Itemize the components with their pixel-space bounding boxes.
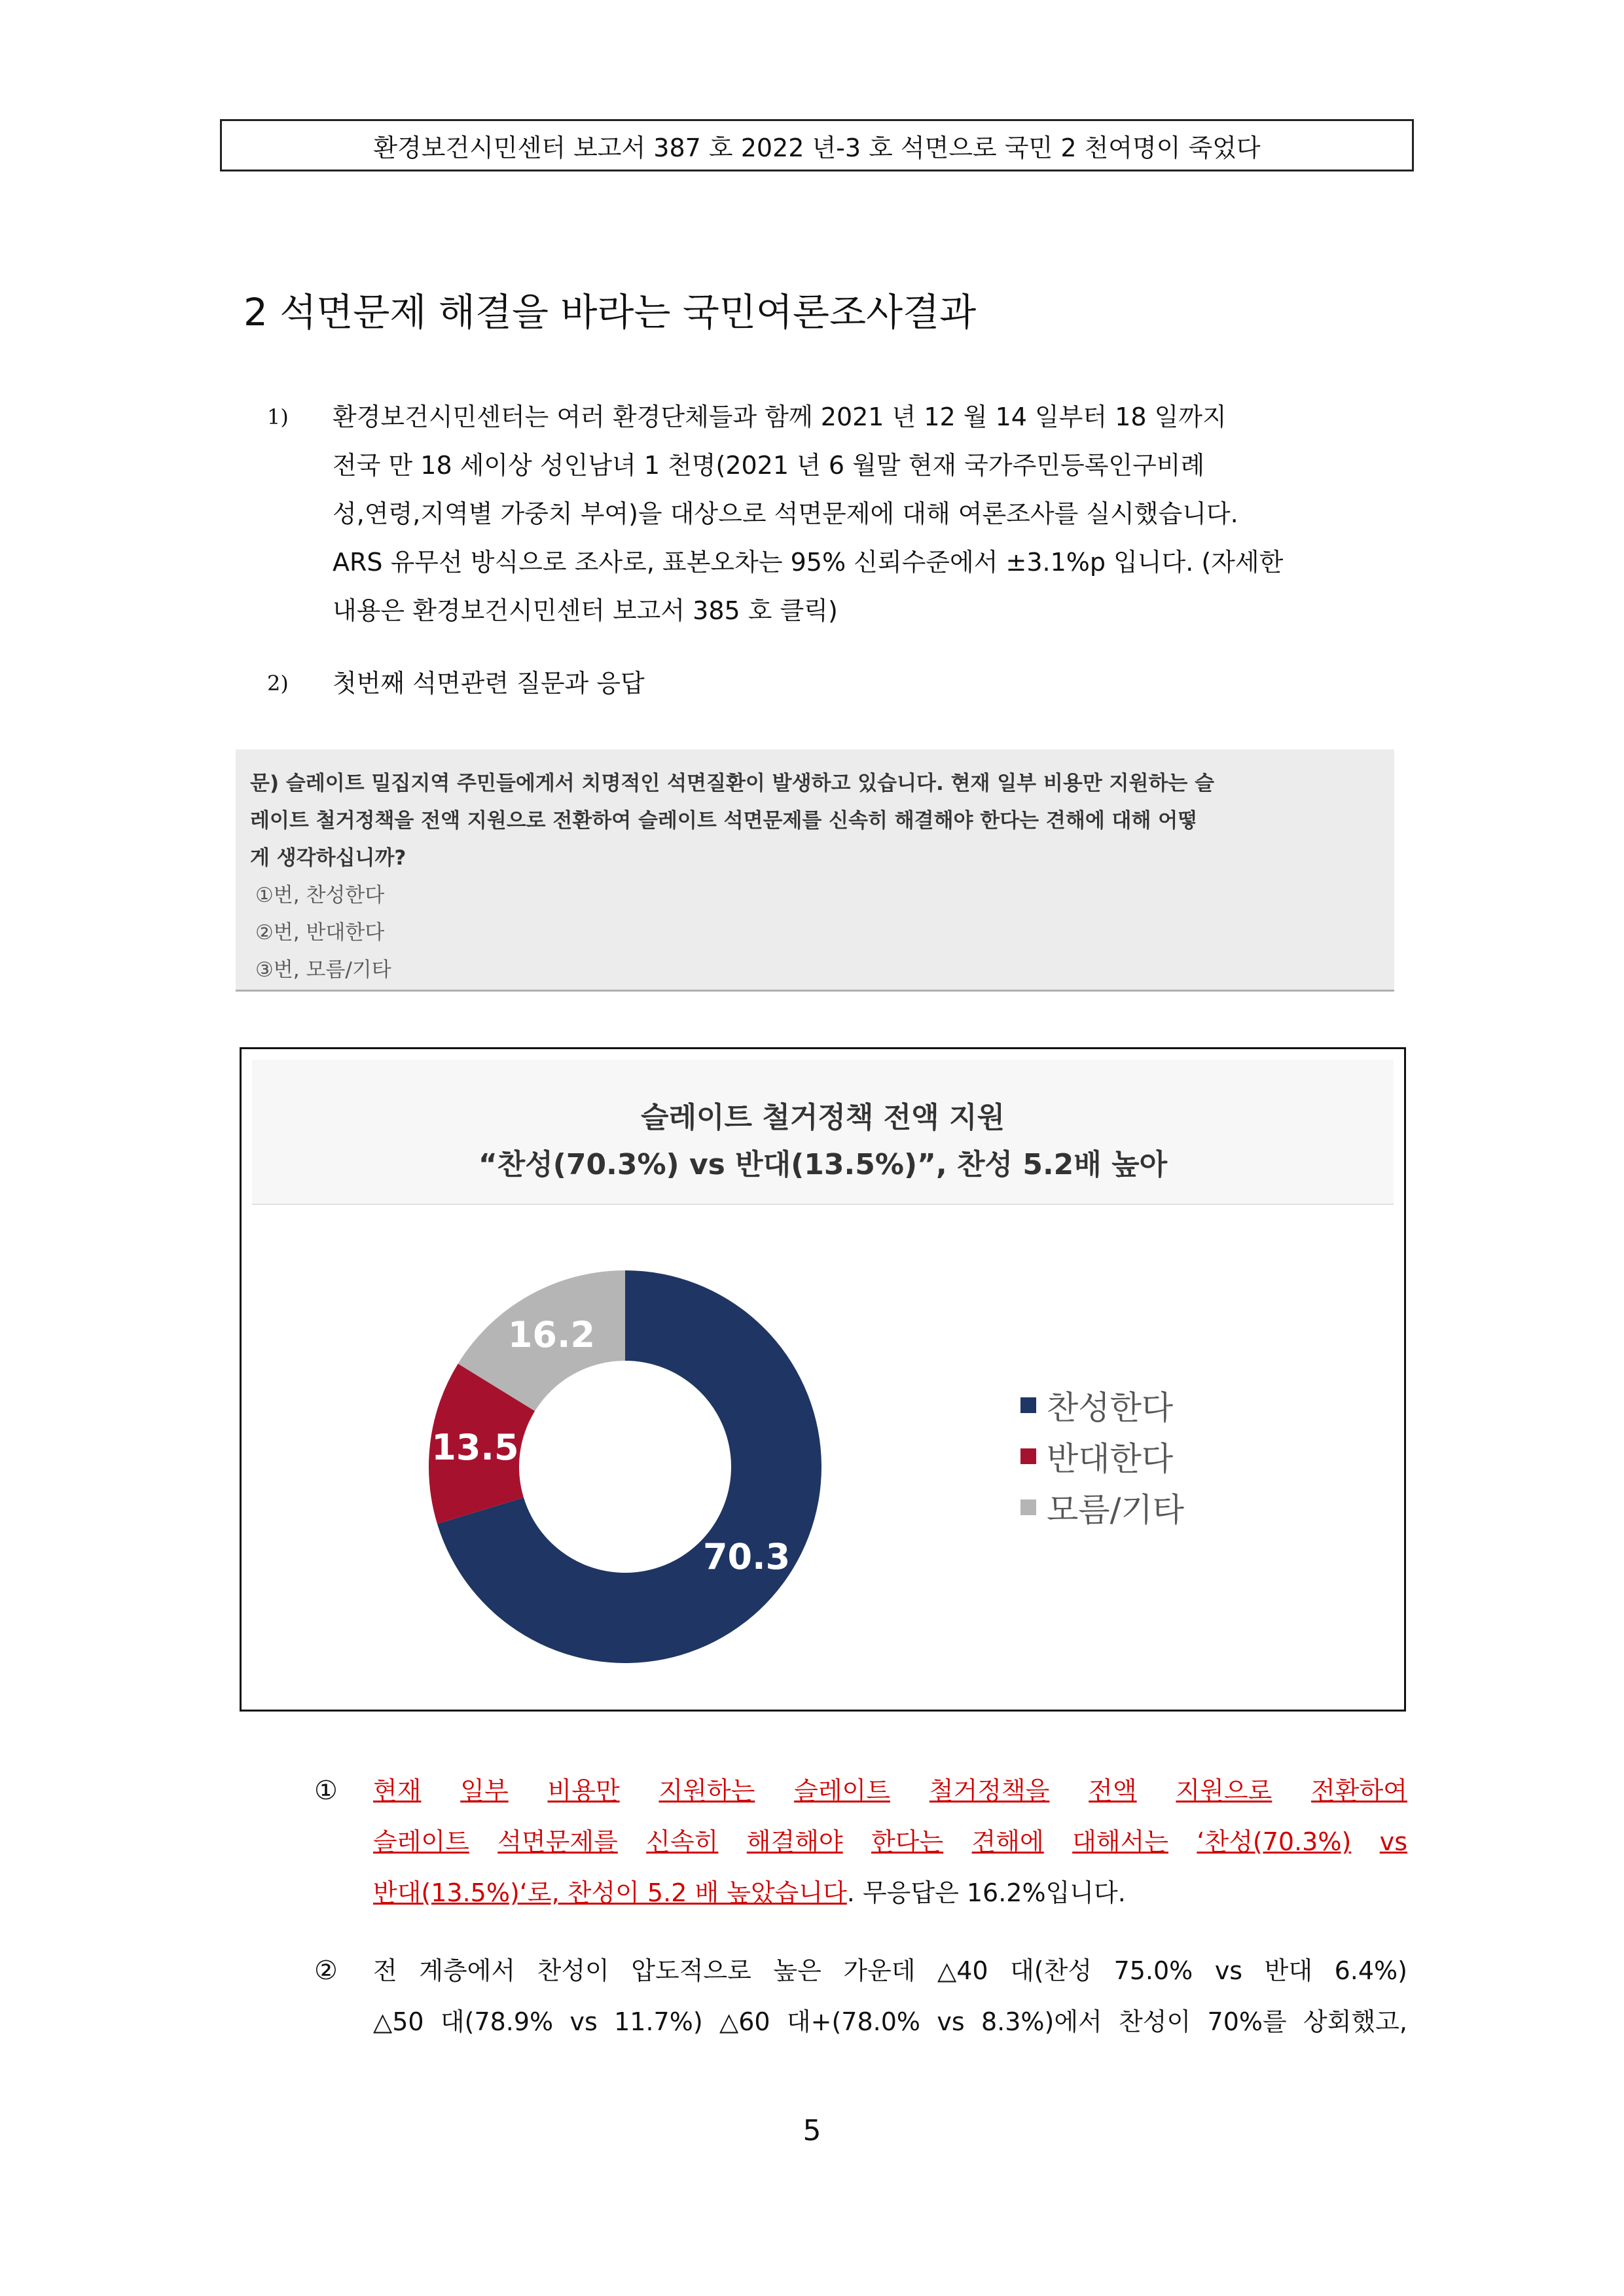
donut-value-label: 16.2	[507, 1314, 596, 1355]
word: 상회했고,	[1303, 2007, 1407, 2036]
list-item-number: 2)	[267, 671, 289, 696]
word: ‘찬성(70.3%)	[1197, 1827, 1352, 1856]
legend-item	[1020, 1484, 1184, 1531]
word: 11.7%)	[614, 2007, 703, 2036]
word: 현재	[373, 1776, 422, 1805]
text-line	[373, 1945, 1407, 1996]
word: 75.0%	[1113, 1956, 1193, 1985]
legend-label: 반대한다	[1047, 1440, 1174, 1478]
chart-header	[252, 1060, 1394, 1205]
legend-swatch	[1020, 1499, 1036, 1515]
legend-item	[1020, 1382, 1173, 1429]
word: 전	[373, 1956, 397, 1985]
word: 6.4%)	[1334, 1956, 1407, 1985]
word: 전액	[1089, 1776, 1137, 1805]
word: 8.3%)에서	[981, 2007, 1102, 2036]
legend-label: 모름/기타	[1047, 1491, 1185, 1529]
word: vs	[1379, 1827, 1407, 1856]
word: 반대	[1264, 1956, 1313, 1985]
text-line: 성,연령,지역별 가중치 부여)을 대상으로 석면문제에 대해 여론조사를 실시했습니다.	[333, 499, 1238, 528]
word: 석면문제를	[497, 1827, 618, 1856]
report-header	[220, 119, 1414, 171]
word: 70%를	[1207, 2007, 1287, 2036]
word: 대해서는	[1072, 1827, 1168, 1856]
word: 대(찬성	[1010, 1956, 1092, 1985]
donut-value-label: 70.3	[702, 1536, 791, 1578]
word: 지원으로	[1176, 1776, 1272, 1805]
text-line	[373, 1867, 1407, 1918]
chart-title: 슬레이트 철거정책 전액 지원	[640, 1101, 1005, 1134]
word: 일부	[460, 1776, 509, 1805]
paragraph-marker: ②	[314, 1956, 338, 1986]
word: 전환하여	[1311, 1776, 1407, 1805]
text-line: 첫번째 석면관련 질문과 응답	[333, 669, 645, 698]
text-line	[373, 1996, 1407, 2047]
legend-label: 찬성한다	[1047, 1389, 1174, 1427]
word: 압도적으로	[631, 1956, 751, 1985]
text-line: 내용은 환경보건시민센터 보고서 385 호 클릭)	[333, 596, 838, 625]
word: △50	[373, 2007, 424, 2036]
text-line	[373, 1816, 1407, 1867]
word: 견해에	[971, 1827, 1044, 1856]
survey-question-line: 문) 슬레이트 밀집지역 주민들에게서 치명적인 석면질환이 발생하고 있습니다. 현재 일부 비용만 지원하는 슬	[250, 772, 1215, 795]
legend-swatch	[1020, 1397, 1036, 1413]
word: 슬레이트	[373, 1827, 469, 1856]
word: 비용만	[547, 1776, 620, 1805]
word: 철거정책을	[929, 1776, 1050, 1805]
legend-item	[1020, 1433, 1173, 1480]
paragraph-marker: ①	[314, 1776, 338, 1806]
donut-chart	[416, 1257, 835, 1676]
word: 찬성이	[537, 1956, 609, 1985]
text-line	[373, 1765, 1407, 1816]
text-line: 전국 만 18 세이상 성인남녀 1 천명(2021 년 6 월말 현재 국가주민등록인구비례	[333, 451, 1205, 480]
list-item-number: 1)	[267, 404, 289, 429]
survey-question-line: 게 생각하십니까?	[250, 846, 406, 870]
word: 한다는	[871, 1827, 944, 1856]
section-title: 2 석면문제 해결을 바라는 국민여론조사결과	[244, 290, 977, 334]
word: △40	[937, 1956, 988, 1985]
survey-option: ②번, 반대한다	[255, 921, 385, 944]
survey-question-line: 레이트 철거정책을 전액 지원으로 전환하여 슬레이트 석면문제를 신속히 해결해야 한다는 견해에 대해 어떻	[250, 809, 1198, 833]
text-span: . 무응답은 16.2%입니다.	[846, 1878, 1126, 1907]
word: 슬레이트	[794, 1776, 890, 1805]
text-line: 환경보건시민센터는 여러 환경단체들과 함께 2021 년 12 월 14 일부터 18 일까지	[333, 403, 1227, 431]
word: vs	[937, 2007, 965, 2036]
chart-frame	[240, 1047, 1406, 1712]
word: 계층에서	[419, 1956, 516, 1985]
survey-option: ①번, 찬성한다	[255, 884, 385, 907]
report-header-text: 환경보건시민센터 보고서 387 호 2022 년-3 호 석면으로 국민 2 천여명이 죽었다	[373, 133, 1261, 162]
word: 가운데	[843, 1956, 916, 1985]
word: 신속히	[646, 1827, 719, 1856]
donut-value-label: 13.5	[431, 1426, 519, 1468]
survey-option: ③번, 모름/기타	[255, 958, 391, 982]
legend-swatch	[1020, 1448, 1036, 1464]
word: 해결해야	[746, 1827, 843, 1856]
word: 찬성이	[1119, 2007, 1191, 2036]
page-number: 5	[803, 2114, 821, 2147]
word: △60	[719, 2007, 770, 2036]
highlighted-text: 반대(13.5%)‘로, 찬성이 5.2 배 높았습니다	[373, 1878, 847, 1907]
text-line: ARS 유무선 방식으로 조사로, 표본오차는 95% 신뢰수준에서 ±3.1%p 입니다. (자세한	[333, 548, 1284, 577]
word: 지원하는	[659, 1776, 755, 1805]
word: vs	[569, 2007, 598, 2036]
chart-subtitle: “찬성(70.3%) vs 반대(13.5%)”, 찬성 5.2배 높아	[478, 1148, 1168, 1181]
word: vs	[1214, 1956, 1243, 1985]
word: 대(78.9%	[440, 2007, 554, 2036]
survey-question-box	[236, 749, 1394, 992]
word: 높은	[773, 1956, 821, 1985]
word: 대+(78.0%	[786, 2007, 920, 2036]
